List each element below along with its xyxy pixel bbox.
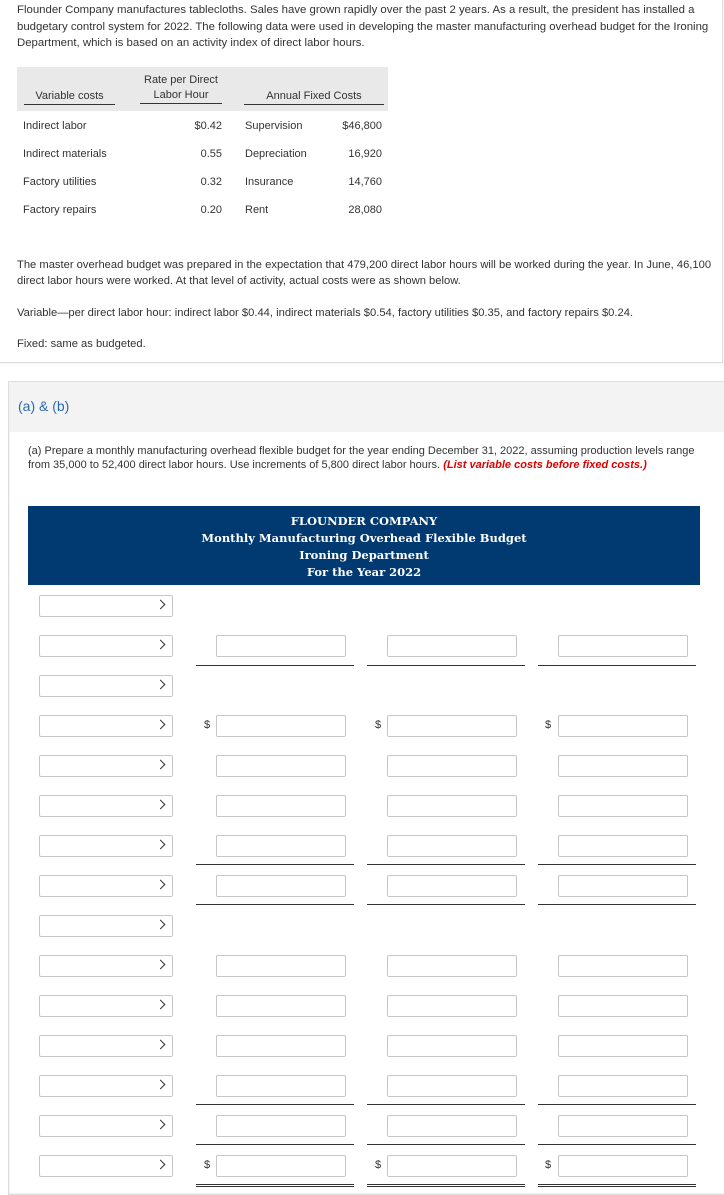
underline [538,864,696,865]
header-rate-line1: Rate per Direct [144,74,218,86]
chevron-down-icon [156,720,166,730]
chevron-down-icon [156,600,166,610]
amount-input[interactable] [216,795,346,817]
row-label-dropdown[interactable] [39,1035,173,1057]
row-label-dropdown[interactable] [39,795,173,817]
fixed-costs-paragraph: Fixed: same as budgeted. [17,338,146,350]
underline [367,864,525,865]
dollar-sign: $ [545,719,552,731]
chevron-down-icon [156,920,166,930]
row-label-dropdown[interactable] [39,715,173,737]
fixed-cost-label: Depreciation [245,148,307,160]
amount-input[interactable] [558,835,688,857]
amount-input[interactable] [216,835,346,857]
double-underline [367,1184,525,1187]
amount-input[interactable] [558,995,688,1017]
underline [196,864,354,865]
fixed-cost-amount: 28,080 [348,204,382,216]
amount-input[interactable] [387,715,517,737]
amount-input[interactable] [558,1115,688,1137]
chevron-down-icon [156,880,166,890]
amount-input[interactable] [387,1155,517,1177]
section-title: (a) & (b) [18,398,70,414]
underline [196,665,354,666]
header-variable-costs: Variable costs [24,89,115,105]
amount-input[interactable] [558,755,688,777]
amount-input[interactable] [387,755,517,777]
master-budget-paragraph: The master overhead budget was prepared in the expectation that 479,200 direct labor hours will be worked during the year. In June, 46,100 direct labor hours were worked. At that level of activity, actual costs were as shown below. [17,259,712,287]
row-label-dropdown[interactable] [39,955,173,977]
fixed-cost-label: Rent [245,204,269,216]
fixed-cost-amount: $46,800 [342,120,382,132]
var-cost-label: Factory utilities [23,176,97,188]
row-label-dropdown[interactable] [39,635,173,657]
amount-input[interactable] [387,1075,517,1097]
amount-input[interactable] [216,1155,346,1177]
amount-input[interactable] [387,995,517,1017]
row-label-dropdown[interactable] [39,995,173,1017]
row-label-dropdown[interactable] [39,1075,173,1097]
fixed-cost-label: Supervision [245,120,303,132]
dollar-sign: $ [375,719,382,731]
amount-input[interactable] [387,1035,517,1057]
dollar-sign: $ [204,719,211,731]
row-label-dropdown[interactable] [39,595,173,617]
underline [538,904,696,905]
row-label-dropdown[interactable] [39,915,173,937]
underline [367,1144,525,1145]
chevron-down-icon [156,1160,166,1170]
question-note: (List variable costs before fixed costs.) [443,459,647,471]
amount-input[interactable] [216,995,346,1017]
dollar-sign: $ [545,1159,552,1171]
budget-period: For the Year 2022 [306,565,422,579]
amount-input[interactable] [558,955,688,977]
row-label-dropdown[interactable] [39,675,173,697]
actual-variable-costs-paragraph: Variable—per direct labor hour: indirect labor $0.44, indirect materials $0.54, factory utilities $0.35, and factory repairs $0.24. [17,307,634,319]
dollar-sign: $ [204,1159,211,1171]
amount-input[interactable] [216,1115,346,1137]
amount-input[interactable] [387,795,517,817]
header-annual-fixed-costs: Annual Fixed Costs [244,89,384,105]
underline [538,1104,696,1105]
underline [196,904,354,905]
department-name: Ironing Department [299,548,429,562]
amount-input[interactable] [558,1035,688,1057]
amount-input[interactable] [558,715,688,737]
amount-input[interactable] [558,1155,688,1177]
underline [367,665,525,666]
chevron-down-icon [156,1000,166,1010]
chevron-down-icon [156,1120,166,1130]
chevron-down-icon [156,800,166,810]
var-cost-label: Indirect materials [23,148,107,160]
underline [538,1144,696,1145]
var-cost-label: Factory repairs [23,204,97,216]
header-rate-line2: Labor Hour [140,88,222,104]
amount-input[interactable] [558,635,688,657]
double-underline [538,1184,696,1187]
budget-header-banner [28,506,700,585]
amount-input[interactable] [558,795,688,817]
amount-input[interactable] [387,835,517,857]
fixed-cost-label: Insurance [245,176,294,188]
amount-input[interactable] [216,1075,346,1097]
amount-input[interactable] [216,635,346,657]
question-body: (a) Prepare a monthly manufacturing overhead flexible budget for the year ending December 31, 2022, assuming production levels range from 35,000 to 52,400 direct labor hours. Use increments of 5,800 direct labor hours. [28,445,695,471]
row-label-dropdown[interactable] [39,1115,173,1137]
row-label-dropdown[interactable] [39,755,173,777]
rate-value: 0.32 [200,176,222,188]
company-name: FLOUNDER COMPANY [290,514,438,528]
chevron-down-icon [156,760,166,770]
row-label-dropdown[interactable] [39,835,173,857]
amount-input[interactable] [216,755,346,777]
rate-value: $0.42 [194,120,222,132]
row-label-dropdown[interactable] [39,1155,173,1177]
chevron-down-icon [156,1080,166,1090]
question-text [28,444,708,472]
chevron-down-icon [156,840,166,850]
amount-input[interactable] [558,875,688,897]
underline [196,1104,354,1105]
double-underline [196,1184,354,1187]
amount-input[interactable] [387,1115,517,1137]
amount-input[interactable] [216,715,346,737]
dollar-sign: $ [375,1159,382,1171]
intro-text: Flounder Company manufactures tablecloths. Sales have grown rapidly over the past 2 years. As a result, the president has installed a budgetary control system for 2022. The following data were used in developing the master manufacturing overhead budget for the Ironing Department, which is based on an activity index of direct labor hours. [17,4,709,49]
chevron-down-icon [156,680,166,690]
underline [367,1104,525,1105]
row-label-dropdown[interactable] [39,875,173,897]
amount-input[interactable] [216,875,346,897]
rate-value: 0.20 [200,204,222,216]
amount-input[interactable] [387,635,517,657]
underline [367,904,525,905]
var-cost-label: Indirect labor [23,120,87,132]
underline [196,1144,354,1145]
amount-input[interactable] [387,875,517,897]
underline [538,665,696,666]
amount-input[interactable] [558,1075,688,1097]
budget-title: Monthly Manufacturing Overhead Flexible Budget [201,531,527,545]
amount-input[interactable] [216,955,346,977]
rate-value: 0.55 [200,148,222,160]
chevron-down-icon [156,640,166,650]
fixed-cost-amount: 14,760 [348,176,382,188]
amount-input[interactable] [387,955,517,977]
fixed-cost-amount: 16,920 [348,148,382,160]
chevron-down-icon [156,1040,166,1050]
amount-input[interactable] [216,1035,346,1057]
chevron-down-icon [156,960,166,970]
